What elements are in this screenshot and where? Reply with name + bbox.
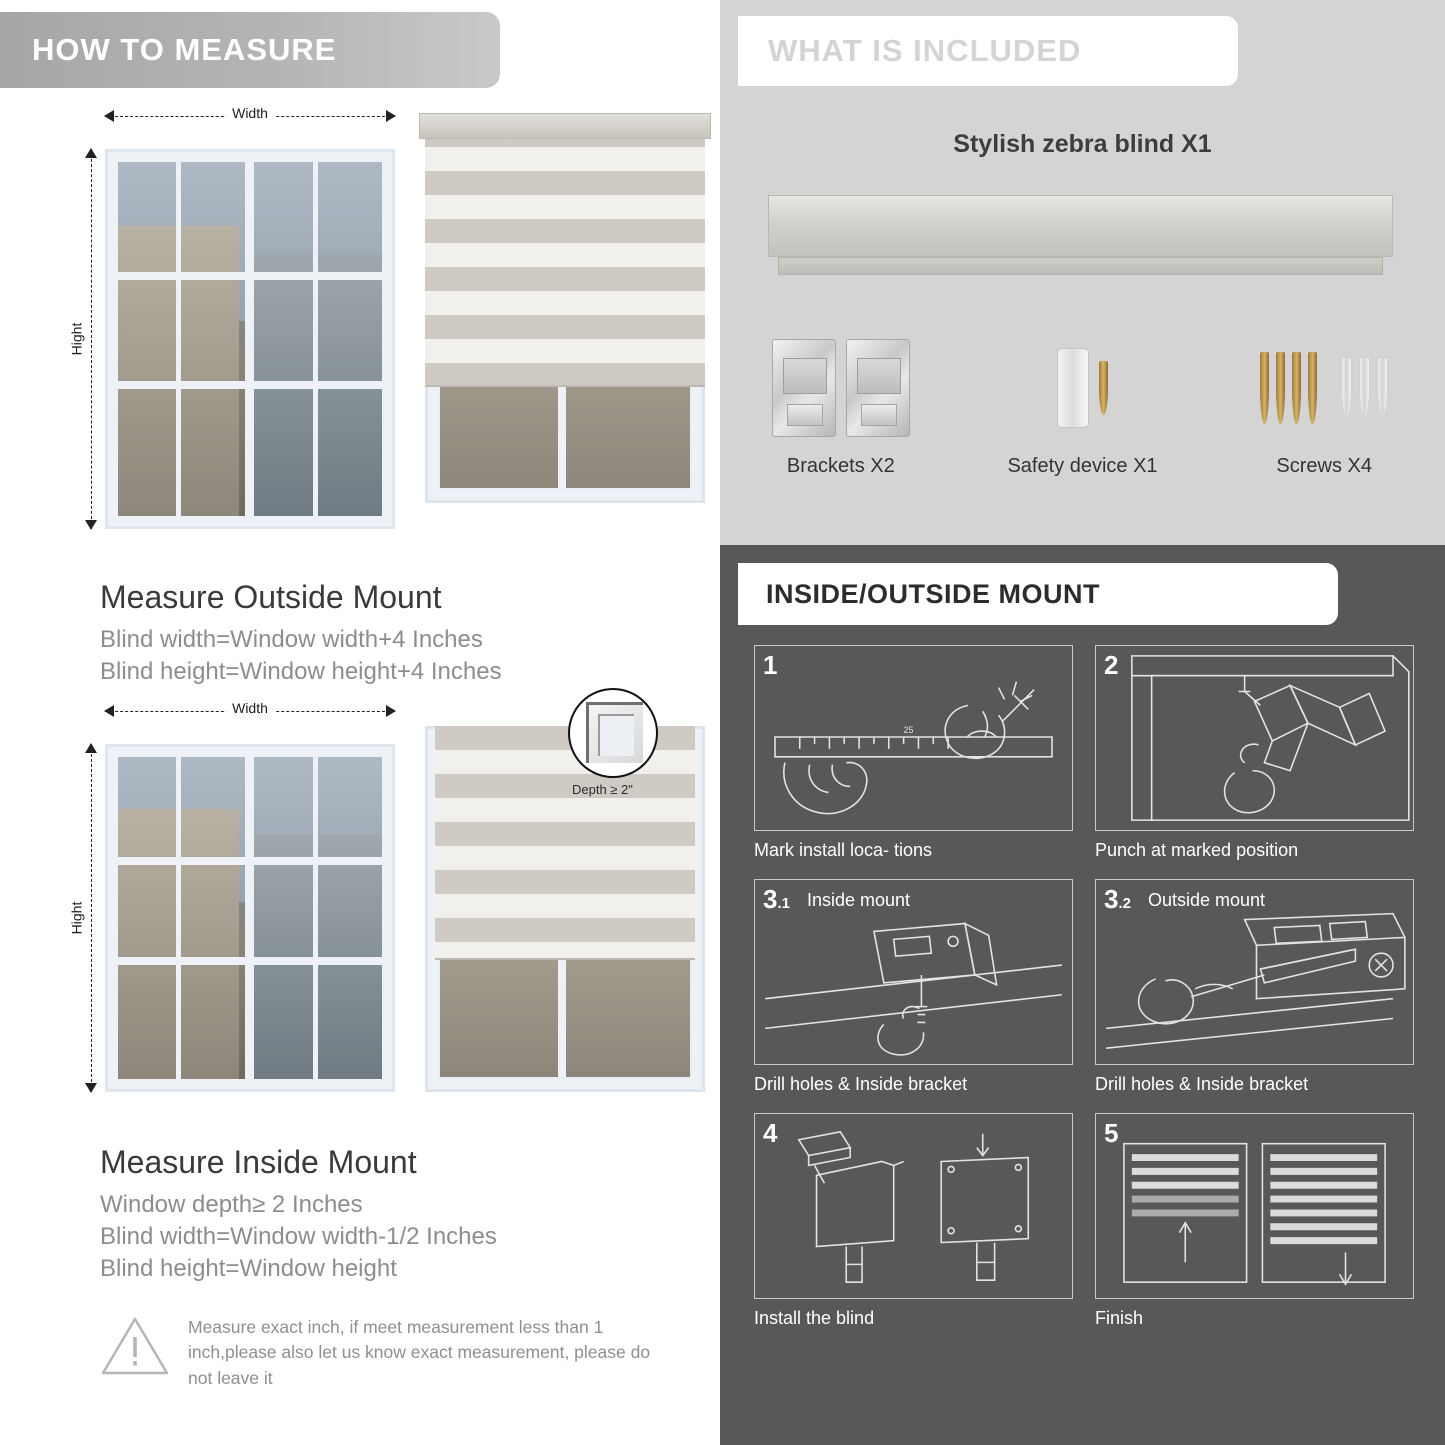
step-4-illustration	[754, 1113, 1073, 1299]
step-1-sketch	[755, 646, 1072, 830]
safety-screw-icon	[1099, 361, 1108, 415]
inside-height-dimension	[68, 744, 104, 1092]
install-step-5	[1095, 1113, 1414, 1329]
blind-bottom-rail	[778, 257, 1383, 275]
step-2-sketch	[1096, 646, 1413, 830]
inside-zebra-fabric	[435, 726, 695, 960]
inside-window-glass	[118, 757, 382, 1079]
what-is-included-banner: WHAT IS INCLUDED	[738, 16, 1238, 86]
inside-width-arrow-left-icon	[104, 705, 114, 717]
step-3-1-sketch	[755, 880, 1072, 1064]
measurement-note-text: Measure exact inch, if meet measurement less than 1 inch,please also let us know exact measurement, please do not leave it	[188, 1317, 651, 1388]
main-item-label: Stylish zebra blind X1	[953, 130, 1212, 158]
inside-mullion-right	[313, 757, 318, 1079]
width-arrow-right-icon	[386, 110, 396, 122]
included-parts-row	[720, 330, 1445, 478]
step-4-sketch	[755, 1114, 1072, 1298]
how-to-measure-panel	[0, 0, 712, 1445]
inside-height-label: Hight	[66, 898, 86, 939]
step-1-illustration	[754, 645, 1073, 831]
step-3-1-caption: Drill holes & Inside bracket	[754, 1074, 968, 1094]
step-3-2-illustration	[1095, 879, 1414, 1065]
inside-blind-illustration	[425, 726, 705, 1092]
mullion-left	[176, 162, 181, 516]
screw-gold-icon-3	[1292, 352, 1301, 424]
step-1-caption: Mark install loca- tions	[754, 840, 933, 860]
step-2-illustration	[1095, 645, 1414, 831]
step-5-illustration	[1095, 1113, 1414, 1299]
height-arrow-down-icon	[85, 520, 97, 530]
part-brackets	[720, 330, 962, 478]
install-steps-grid	[754, 645, 1414, 1329]
inside-mullion-left	[176, 757, 181, 1079]
screws-label: Screws X4	[1276, 455, 1372, 477]
inside-mount-block	[60, 700, 700, 1285]
part-safety-device	[962, 330, 1204, 478]
outside-mount-line-1: Blind width=Window width+4 Inches	[100, 626, 483, 653]
inside-mullion-row-2	[118, 957, 382, 965]
outside-height-dimension	[68, 149, 104, 529]
height-arrow-up-icon	[85, 148, 97, 158]
safety-device-art	[962, 330, 1204, 445]
screw-gold-icon-2	[1276, 352, 1285, 424]
zebra-blind-product	[768, 195, 1393, 287]
step-1-number: 1	[763, 650, 778, 680]
outside-mount-line-2: Blind height=Window height+4 Inches	[100, 658, 502, 685]
zebra-fabric	[425, 123, 705, 387]
step-3-2-caption: Drill holes & Inside bracket	[1095, 1074, 1309, 1094]
outside-height-label: Hight	[66, 319, 86, 360]
outside-window-illustration	[105, 149, 395, 529]
inside-height-dimension-line	[91, 744, 92, 1092]
step-3-1-heading: Inside mount	[807, 890, 911, 910]
measurement-note	[100, 1315, 660, 1391]
inside-height-arrow-up-icon	[85, 743, 97, 753]
install-step-1	[754, 645, 1073, 861]
step-2-number: 2	[1104, 650, 1119, 680]
anchor-icon-3	[1377, 357, 1388, 419]
step-5-caption: Finish	[1095, 1308, 1144, 1328]
safety-device-icon	[1057, 348, 1089, 428]
safety-device-label: Safety device X1	[1007, 455, 1158, 477]
inside-mount-line-3: Blind height=Window height	[100, 1255, 397, 1282]
step-4-caption: Install the blind	[754, 1308, 875, 1328]
brackets-label: Brackets X2	[786, 455, 895, 477]
inside-mount-line-2: Blind width=Window width-1/2 Inches	[100, 1223, 497, 1250]
inside-width-dimension	[105, 700, 395, 726]
step-3-2-heading: Outside mount	[1148, 890, 1266, 910]
inside-width-label: Width	[226, 700, 274, 716]
what-is-included-panel	[720, 0, 1445, 545]
inside-window-illustration	[105, 744, 395, 1092]
bracket-icon-1	[772, 339, 836, 437]
width-arrow-left-icon	[104, 110, 114, 122]
warning-triangle-icon	[100, 1315, 170, 1382]
inside-mount-line-1: Window depth≥ 2 Inches	[100, 1191, 363, 1218]
screw-gold-icon-1	[1260, 352, 1269, 424]
blind-roll	[768, 195, 1393, 257]
svg-text:25: 25	[903, 725, 914, 736]
screws-art	[1203, 330, 1445, 445]
step-3-2-number: 3.2	[1104, 884, 1131, 914]
inside-outside-mount-banner: INSIDE/OUTSIDE MOUNT	[738, 563, 1338, 625]
step-5-number: 5	[1104, 1118, 1119, 1148]
step-5-sketch	[1096, 1114, 1413, 1298]
window-depth-callout	[568, 688, 658, 778]
inside-width-arrow-right-icon	[386, 705, 396, 717]
install-step-3-2	[1095, 879, 1414, 1095]
step-3-1-number: 3.1	[763, 884, 790, 914]
height-dimension-line	[91, 149, 92, 529]
anchor-icon-1	[1341, 357, 1352, 419]
step-4-number: 4	[763, 1118, 778, 1148]
mullion-row-1	[118, 272, 382, 280]
inside-outside-mount-panel	[720, 545, 1445, 1445]
window-glass	[118, 162, 382, 516]
outside-width-label: Width	[226, 105, 274, 121]
inside-mount-title: Measure Inside Mount	[100, 1144, 417, 1180]
screw-gold-icon-4	[1308, 352, 1317, 424]
mullion-right	[313, 162, 318, 516]
step-3-1-illustration	[754, 879, 1073, 1065]
how-to-measure-banner: HOW TO MEASURE	[0, 12, 500, 88]
inside-mullion-row-1	[118, 857, 382, 865]
install-step-3-1	[754, 879, 1073, 1095]
install-step-2	[1095, 645, 1414, 861]
inside-mullion-center	[245, 757, 254, 1079]
brackets-art	[720, 330, 962, 445]
install-step-4	[754, 1113, 1073, 1329]
outside-mount-block	[60, 105, 700, 688]
step-2-caption: Punch at marked position	[1095, 840, 1299, 860]
part-screws	[1203, 330, 1445, 478]
outside-width-dimension	[105, 105, 395, 131]
mullion-row-2	[118, 381, 382, 389]
outside-mount-title: Measure Outside Mount	[100, 579, 442, 615]
blind-headrail	[419, 113, 711, 139]
anchor-icon-2	[1359, 357, 1370, 419]
callout-inner-corner	[598, 714, 634, 756]
inside-height-arrow-down-icon	[85, 1083, 97, 1093]
mullion-center	[245, 162, 254, 516]
outside-blind-illustration	[425, 123, 705, 503]
bracket-icon-2	[846, 339, 910, 437]
depth-label: Depth ≥ 2"	[572, 782, 633, 797]
